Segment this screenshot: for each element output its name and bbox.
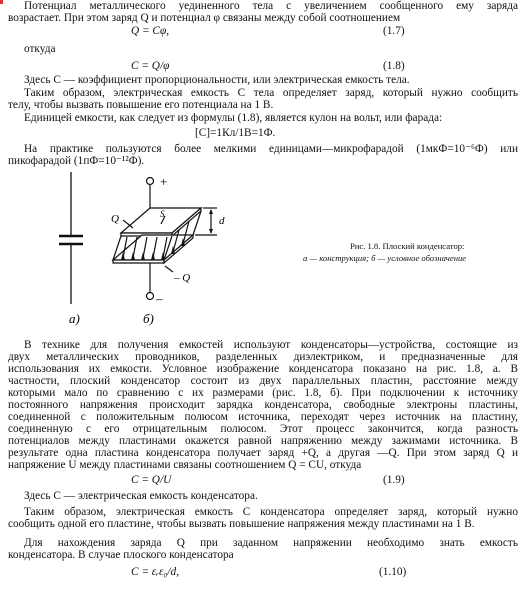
margin-mark	[0, 0, 3, 4]
paragraph-line: Потенциал металлического уединенного тела с увеличением сообщенного ему заряда	[24, 0, 518, 12]
paragraph-line: соединенной с положительным полюсом источника, переходят через источник на пластину,	[8, 411, 518, 423]
paragraph-line: конденсатора. В случае плоского конденсатора	[8, 549, 234, 561]
equation-1-10: C = εᵣε₀/d,	[131, 566, 180, 578]
paragraph-line: В технике для получения емкостей используют конденсаторы—устройства, состоящие из	[24, 339, 518, 351]
paragraph-line: Единицей емкости, как следует из формулы (1.8), является кулон на вольт, или фарада:	[24, 112, 443, 124]
paragraph-line: потенциалов между пластинами окажется равной напряжению между зажимами источника. В	[8, 435, 518, 447]
equation-number: (1.9)	[383, 474, 405, 486]
paragraph-line: возрастает. При этом заряд Q и потенциал φ связаны между собой соотношением	[8, 12, 401, 24]
paragraph-line: сообщить одной его пластине, чтобы вызвать повышение напряжения между пластинами на 1 В.	[8, 518, 475, 530]
equation-number: (1.7)	[383, 25, 405, 37]
paragraph-line: частности, плоский конденсатор состоит из двух параллельных пластин, расстояние между	[8, 375, 518, 387]
paragraph-line: Для нахождения заряда Q при заданном напряжении необходимо знать емкость	[24, 537, 518, 549]
equation-number: (1.8)	[383, 60, 405, 72]
equation-number: (1.10)	[379, 566, 407, 578]
plate-capacitor-drawing	[113, 178, 217, 300]
label-s: S	[160, 209, 165, 219]
paragraph-line: Здесь C — электрическая емкость конденсатора.	[24, 490, 258, 502]
paragraph-line: телу, чтобы вызвать повышение его потенциала на 1 В.	[8, 99, 274, 111]
paragraph-line: Таким образом, электрическая емкость C тела определяет заряд, который нужно сообщить	[24, 87, 518, 99]
minus-terminal-label: –	[156, 291, 163, 306]
label-a: а)	[69, 311, 80, 326]
paragraph-line: соединенную с его отрицательным полюсом. Этот процесс закончится, когда разность	[8, 423, 518, 435]
paragraph-line: На практике пользуются более мелкими единицами—микрофарадой (1мкФ=10⁻⁶Ф) или	[24, 143, 518, 155]
figure-caption-title: Рис. 1.8. Плоский конденсатор:	[350, 241, 465, 251]
paragraph-line: Таким образом, электрическая емкость C конденсатора определяет заряд, который нужно	[24, 506, 518, 518]
paragraph-line: которыми мало по сравнению с их размерами (рис. 1.8, б). При подключении к источнику	[8, 387, 518, 399]
paragraph-line: откуда	[24, 43, 56, 55]
label-q-positive: Q	[111, 213, 119, 225]
equation-1-8: C = Q/φ	[131, 60, 170, 72]
label-d: d	[219, 215, 225, 227]
capacitor-figure	[55, 172, 265, 332]
paragraph-line: постоянного напряжения происходит зарядка конденсатора, свободные электроны пластины,	[8, 399, 518, 411]
equation-1-7: Q = Cφ,	[131, 25, 170, 37]
paragraph-line: двух металлических проводников, разделенных диэлектриком, и предназначенные для	[8, 351, 518, 363]
paragraph-line: пикофарадой (1пФ=10⁻¹²Ф).	[8, 155, 145, 167]
label-q-negative: – Q	[174, 272, 191, 284]
paragraph-line: результате одна пластина конденсатора получает заряд +Q, а другая —Q. При этом заряд Q и	[8, 447, 518, 459]
paragraph-line: использования их емкости. Условное изображение конденсатора показано на рис. 1.8, а. В	[8, 363, 518, 375]
equation-1-9: C = Q/U	[131, 474, 172, 486]
paragraph-line: Здесь C — коэффициент пропорциональности, или электрическая емкость тела.	[24, 74, 410, 86]
capacitor-symbol	[59, 172, 83, 304]
paragraph-line: напряжение U между пластинами связаны соотношением Q = CU, откуда	[8, 459, 362, 471]
equation-units: [С]=1Кл/1В=1Ф.	[195, 127, 276, 139]
label-b: б)	[143, 311, 154, 326]
plus-terminal-label: +	[160, 174, 168, 189]
figure-caption-subtitle: а — конструкция; б — условное обозначение	[303, 253, 467, 263]
